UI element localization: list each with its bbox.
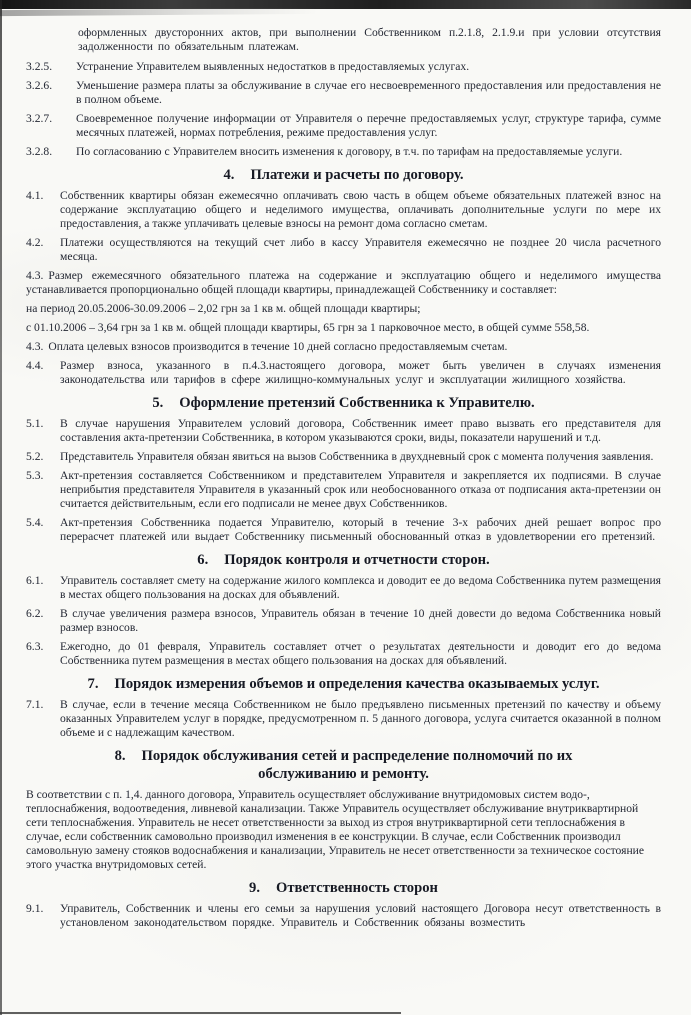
clause-6-3 — [26, 640, 661, 668]
section-title: Порядок обслуживания сетей и распределение полномочий по их обслуживанию и ремонту. — [141, 748, 573, 782]
clause-number: 4.3. — [26, 269, 44, 282]
paragraph-continuation: оформленных двусторонних актов, при выполнении Собственником п.2.1.8, 2.1.9.и при условии отсутствия задолженности по обязательным платежам. — [78, 26, 661, 53]
clause-text: Уменьшение размера платы за обслуживание в случае его несвоевременного предоставления или предоставления не в полном объеме. — [76, 79, 661, 106]
clause-5-4 — [26, 516, 661, 544]
clause-4-3-size — [26, 269, 661, 297]
section-title: Оформление претензий Собственника к Управителю. — [179, 395, 535, 411]
clause-5-1 — [26, 417, 661, 445]
clause-number: 5.4. — [26, 516, 44, 529]
clause-number: 3.2.7. — [26, 112, 53, 125]
clause-number: 6.1. — [26, 574, 44, 587]
clause-text: В случае увеличения размера взносов, Управитель обязан в течение 10 дней довести до ведома Собственника новый размер взносов. — [60, 607, 661, 634]
section-number: 8. — [114, 748, 126, 764]
clause-text: Оплата целевых взносов производится в течение 10 дней согласно предоставляемым счетам. — [48, 340, 508, 353]
tariff-period-1: на период 20.05.2006-30.09.2006 – 2,02 грн за 1 кв м. общей площади квартиры; — [26, 302, 421, 315]
clause-number: 6.3. — [26, 640, 44, 653]
section-heading-4 — [66, 166, 621, 184]
clause-text: Собственник квартиры обязан ежемесячно оплачивать свою часть в общем объеме обязательных платежей взнос на содержание эксплуатацию общего и неделимого имущества, оплачивать дополнительные услуги по мере их предоставления, а также уплачивать целевые взносы на ремонт дома согласно сметам. — [60, 189, 661, 230]
clause-text: Устранение Управителем выявленных недостатков в предоставляемых услугах. — [76, 60, 470, 73]
clause-text: Акт-претензия составляется Собственником и представителем Управителя и закрепляется их подписями. В случае неприбытия представителя Управителя в указанный срок или необоснованного отказа от подписания акта-претензии он считается действительным, если его подписали не менее двух Собственников. — [60, 469, 661, 510]
clause-text: Акт-претензия Собственника подается Управителю, который в течение 3-х рабочих дней решает вопрос про перерасчет платежей или выдает Собственнику письменный обоснованный отказ в удовлетворении его претензий. — [60, 516, 661, 543]
clause-text: Своевременное получение информации от Управителя о перечне предоставляемых услуг, структуре тарифа, сумме месячных платежей, нормах потребления, режиме предоставления услуг. — [76, 112, 661, 139]
clause-number: 3.2.8. — [26, 145, 53, 158]
clause-text: Представитель Управителя обязан явиться на вызов Собственника в двухдневный срок с момента получения заявления. — [60, 450, 654, 463]
clause-4-3-payment — [26, 340, 661, 354]
clause-3-2-7 — [26, 112, 661, 140]
section-heading-6 — [66, 551, 621, 569]
clause-number: 5.2. — [26, 450, 44, 463]
clause-number: 4.1. — [26, 189, 44, 202]
clause-number: 4.2. — [26, 236, 44, 249]
clause-4-2 — [26, 236, 661, 264]
clause-number: 6.2. — [26, 607, 44, 620]
section-title: Платежи и расчеты по договору. — [250, 167, 464, 183]
clause-6-2 — [26, 607, 661, 635]
clause-text: По согласованию с Управителем вносить изменения к договору, в т.ч. по тарифам на предоставляемые услуги. — [76, 145, 623, 158]
section-heading-7 — [66, 675, 621, 693]
clause-text: Размер ежемесячного обязательного платежа на содержание и эксплуатацию общего и неделимого имущества устанавливается пропорционально общей площади квартиры, принадлежащей Собственнику и составляет: — [26, 269, 661, 296]
clause-text: Управитель, Собственник и члены его семьи за нарушения условий настоящего Договора несут ответственность в установленом законодательством порядке. Управитель и Собственник обязаны возместить — [60, 902, 661, 929]
clause-number: 3.2.6. — [26, 79, 53, 92]
clause-5-3 — [26, 469, 661, 511]
clause-3-2-8 — [26, 145, 661, 159]
clause-7-1 — [26, 698, 661, 740]
section-number: 9. — [249, 880, 260, 896]
clause-3-2-6 — [26, 79, 661, 107]
clause-text: В случае, если в течение месяца Собственником не было предъявлено письменных претензий по качеству и объему оказанных Управителем услуг в порядке, предусмотренном п. 5 данного договора, услуга считается оказанной в полном объеме и с надлежащим качеством. — [60, 698, 661, 739]
clause-text: В случае нарушения Управителем условий договора, Собственник имеет право вызвать его представителя для составления акта-претензии Собственника, в котором указываются сроки, виды, показатели нарушений и т.д. — [60, 417, 661, 444]
section-number: 6. — [197, 552, 209, 568]
tariff-period-2: с 01.10.2006 – 3,64 грн за 1 кв м. общей площади квартиры, 65 грн за 1 парковочное место, в общей сумме 558,58. — [26, 321, 590, 334]
section-number: 7. — [87, 676, 99, 692]
section-number: 4. — [223, 167, 235, 183]
section-number: 5. — [152, 395, 164, 411]
section-title: Порядок контроля и отчетности сторон. — [224, 552, 490, 568]
clause-3-2-5 — [26, 60, 661, 74]
clause-number: 5.3. — [26, 469, 44, 482]
clause-text: Платежи осуществляются на текущий счет либо в кассу Управителя ежемесячно не позднее 20 числа расчетного месяца. — [60, 236, 661, 263]
section-title: Ответственность сторон — [276, 880, 438, 896]
clause-text: Размер взноса, указанного в п.4.3.настоящего договора, может быть увеличен в случаях изменения законодательства или тарифов в сфере жилищно-коммунальных услуг и эксплуатации жилищного хозяйства. — [60, 359, 661, 386]
clause-4-4 — [26, 359, 661, 387]
clause-number: 7.1. — [26, 698, 44, 711]
section-title: Порядок измерения объемов и определения качества оказываемых услуг. — [114, 676, 600, 692]
clause-number: 4.4. — [26, 359, 44, 372]
clause-number: 3.2.5. — [26, 60, 53, 73]
clause-text: Управитель составляет смету на содержание жилого комплекса и доводит ее до ведома Собственника путем размещения в местах общего пользования на досках для объявлений. — [60, 574, 661, 601]
clause-6-1 — [26, 574, 661, 602]
section-8-body: В соответствии с п. 1,4. данного договора, Управитель осуществляет обслуживание внутридомовых систем водо-, теплоснабжения, водоотведения, ливневой канализации. Также Управитель осуществляет обслуживание внутриквартирной сети теплоснабжения. Управитель не несет ответственности за выход из строя внутриквартирной сети теплоснабжения в случае, если собственник самовольно производил изменения в ее конструкции. В случае, если Собственник производил самовольную замену стояков водоснабжения и канализации, Управитель не несет ответственности за техническое состояние этого участка внутридомовых сетей. — [26, 788, 645, 871]
clause-number: 5.1. — [26, 417, 44, 430]
clause-4-1 — [26, 189, 661, 231]
clause-number: 9.1. — [26, 902, 44, 915]
section-heading-8 — [66, 747, 621, 783]
clause-text: Ежегодно, до 01 февраля, Управитель составляет отчет о результатах деятельности и доводит его до ведома Собственника путем размещения в местах общего пользования на досках для объявлений. — [60, 640, 661, 667]
section-heading-5 — [66, 394, 621, 412]
section-heading-9 — [66, 879, 621, 897]
clause-9-1 — [26, 902, 661, 930]
scan-edge-bottom — [0, 1012, 401, 1014]
clause-number: 4.3. — [26, 340, 44, 353]
clause-5-2 — [26, 450, 661, 464]
